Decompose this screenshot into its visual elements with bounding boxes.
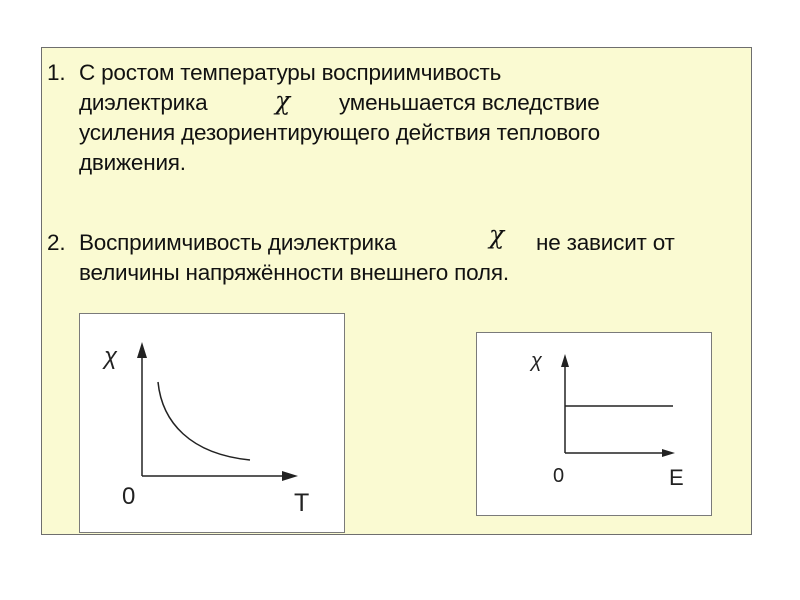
statement-2-number: 2.: [47, 230, 66, 255]
statement-1-line-2b: уменьшается вследствие: [339, 90, 600, 115]
statement-2-line-1a: Восприимчивость диэлектрика: [79, 230, 397, 255]
origin-label: 0: [122, 483, 136, 510]
graph-field-svg: [477, 333, 711, 515]
statement-1-line-3: усиления дезориентирующего действия теплового: [79, 120, 600, 145]
graph-chi-vs-temperature: [79, 313, 345, 533]
x-axis-arrow: [662, 449, 675, 457]
content-panel: [41, 47, 752, 535]
statement-1-line-1: С ростом температуры восприимчивость: [79, 60, 502, 85]
statement-2-line-2: величины напряжённости внешнего поля.: [79, 260, 509, 285]
statement-1-line-2a: диэлектрика: [79, 90, 208, 115]
graph-temperature-svg: [80, 314, 344, 532]
x-axis-label: E: [669, 465, 684, 490]
statement-1-number: 1.: [47, 60, 66, 85]
y-axis-arrow: [137, 342, 147, 358]
chi-symbol-1: χ: [275, 86, 291, 115]
statement-2-line-1b: не зависит от: [536, 230, 675, 255]
origin-label: 0: [553, 465, 565, 487]
graph-chi-vs-field: [476, 332, 712, 516]
y-axis-arrow: [561, 354, 569, 367]
x-axis-label: T: [294, 489, 310, 517]
decreasing-curve: [158, 382, 250, 460]
y-axis-label: χ: [104, 343, 118, 370]
x-axis-arrow: [282, 471, 298, 481]
chi-symbol-2: χ: [489, 220, 505, 249]
y-axis-label: χ: [531, 350, 542, 372]
statement-1-line-4: движения.: [79, 150, 186, 175]
